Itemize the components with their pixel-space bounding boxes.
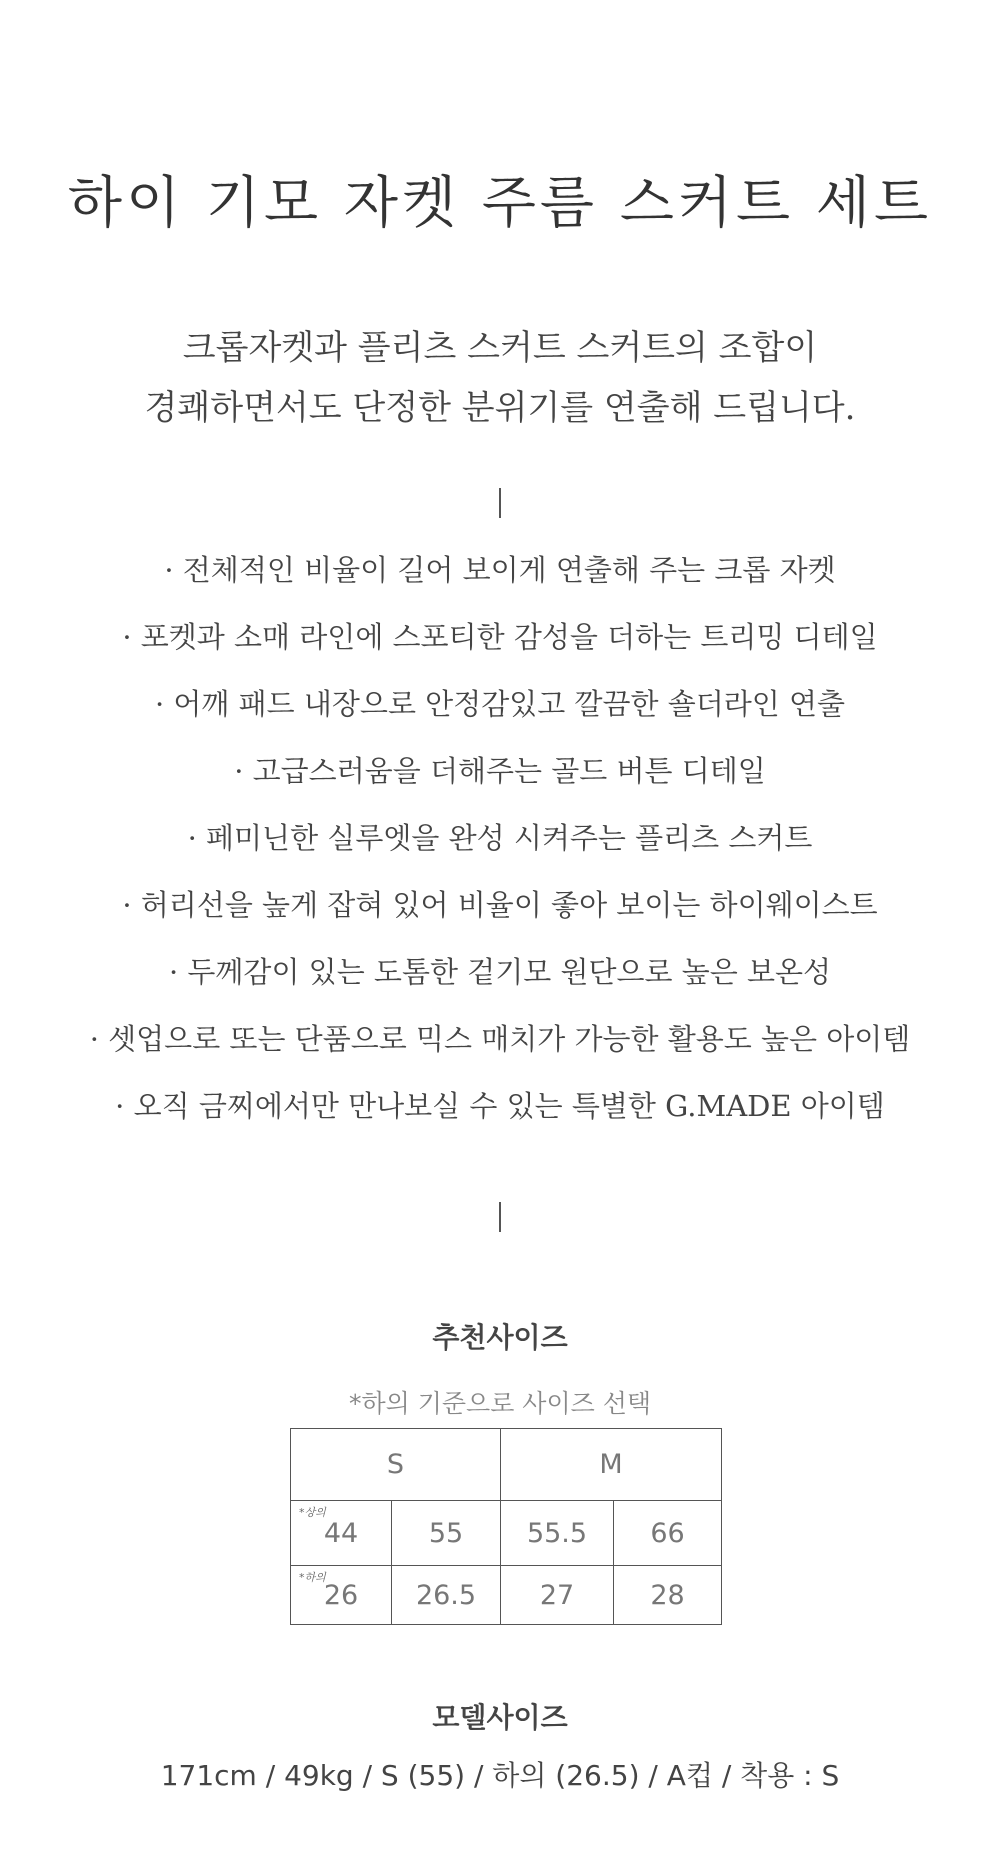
size-header-m: M <box>501 1429 722 1501</box>
recommended-size-heading: 추천사이즈 <box>432 1321 568 1354</box>
product-title: 하이 기모 자켓 주름 스커트 세트 <box>67 171 933 236</box>
size-selection-note: *하의 기준으로 사이즈 선택 <box>349 1389 651 1418</box>
divider-line <box>499 1202 501 1232</box>
model-size-heading: 모델사이즈 <box>432 1701 568 1734</box>
intro-line-2: 경쾌하면서도 단정한 분위기를 연출해 드립니다. <box>144 388 856 428</box>
table-cell: 55 <box>392 1501 501 1566</box>
size-table <box>290 1428 722 1625</box>
cell-value: 26 <box>323 1579 359 1611</box>
feature-item: · 전체적인 비율이 길어 보이게 연출해 주는 크롭 자켓 <box>164 553 836 587</box>
table-row <box>291 1501 722 1566</box>
feature-item: · 두께감이 있는 도톰한 겉기모 원단으로 높은 보온성 <box>168 955 832 989</box>
feature-item: · 오직 금찌에서만 만나보실 수 있는 특별한 G.MADE 아이템 <box>115 1089 885 1123</box>
table-cell: 66 <box>614 1501 722 1566</box>
cell-value: 44 <box>323 1517 359 1549</box>
product-intro <box>0 318 1000 438</box>
top-tag: *상의 <box>299 1506 326 1519</box>
feature-list <box>0 540 1000 1143</box>
table-row <box>291 1566 722 1625</box>
model-size-info: 171cm / 49kg / S (55) / 하의 (26.5) / A컵 / 착용 : S <box>160 1759 840 1792</box>
feature-item: · 포켓과 소매 라인에 스포티한 감성을 더하는 트리밍 디테일 <box>122 620 878 654</box>
table-cell: 55.5 <box>501 1501 614 1566</box>
feature-item: · 어깨 패드 내장으로 안정감있고 깔끔한 숄더라인 연출 <box>154 687 846 721</box>
size-header-s: S <box>291 1429 501 1501</box>
table-cell: 27 <box>501 1566 614 1625</box>
feature-item: · 허리선을 높게 잡혀 있어 비율이 좋아 보이는 하이웨이스트 <box>122 888 878 922</box>
size-header-row <box>291 1429 722 1501</box>
table-cell <box>291 1566 392 1625</box>
divider-line <box>499 488 501 518</box>
table-cell: 26.5 <box>392 1566 501 1625</box>
table-cell: 28 <box>614 1566 722 1625</box>
feature-item: · 페미닌한 실루엣을 완성 시켜주는 플리츠 스커트 <box>187 821 813 855</box>
bottom-tag: *하의 <box>299 1571 326 1584</box>
table-cell <box>291 1501 392 1566</box>
feature-item: · 셋업으로 또는 단품으로 믹스 매치가 가능한 활용도 높은 아이템 <box>89 1022 911 1056</box>
feature-item: · 고급스러움을 더해주는 골드 버튼 디테일 <box>234 754 766 788</box>
intro-line-1: 크롭자켓과 플리츠 스커트 스커트의 조합이 <box>182 328 818 368</box>
